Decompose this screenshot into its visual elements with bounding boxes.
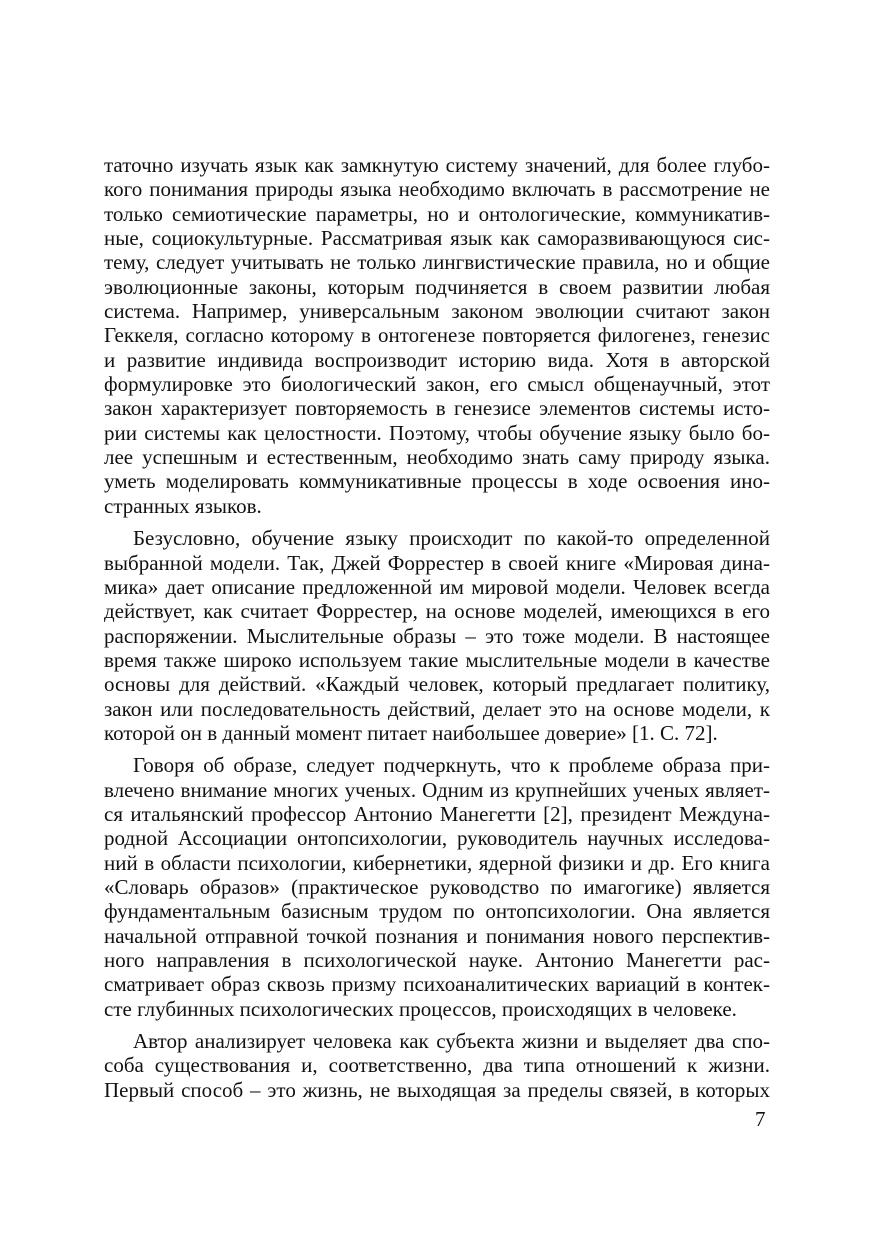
text-line: начальной отправной точкой познания и понимания нового перспектив- (104, 923, 770, 948)
text-line: сте глубинных психологических процессов, происходящих в человеке. (104, 996, 737, 1021)
text-line: распоряжении. Мыслительные образы – это тоже модели. В настоящее (104, 623, 770, 648)
text-line: ные, социокультурные. Рассматривая язык как саморазвивающуюся сис- (104, 226, 770, 251)
text-line: родной Ассоциации онтопсихологии, руководитель научных исследова- (104, 826, 770, 851)
text-line: влечено внимание многих ученых. Одним из крупнейших ученых являет- (104, 777, 770, 802)
text-line: сматривает образ сквозь призму психоаналитических вариаций в контек- (104, 972, 770, 997)
text-line: кого понимания природы языка необходимо включать в рассмотрение не (104, 177, 770, 202)
paragraph (104, 526, 770, 745)
text-line: фундаментальным базисным трудом по онтопсихологии. Она является (104, 899, 770, 924)
page-number: 7 (755, 1107, 766, 1131)
paragraph (104, 1029, 770, 1102)
text-line: ного направления в психологической науке. Антонио Манегетти рас- (104, 948, 770, 972)
text-line: соба существования и, соответственно, два типа отношений к жизни. (104, 1053, 770, 1078)
text-line: закон или последовательность действий, делает это на основе модели, к (104, 696, 770, 721)
paragraph-gap (104, 1021, 770, 1029)
text-line: таточно изучать язык как замкнутую систему значений, для более глубо- (104, 153, 770, 177)
text-line: выбранной модели. Так, Джей Форрестер в своей книге «Мировая дина- (104, 550, 770, 575)
text-line: странных языков. (104, 493, 262, 518)
paragraph (104, 153, 770, 518)
text-line: «Словарь образов» (практическое руководство по имагогике) является (104, 874, 770, 899)
text-line: Безусловно, обучение языку происходит по какой-то определенной (133, 526, 770, 551)
text-line: время также широко используем такие мыслительные модели в качестве (104, 647, 770, 672)
text-line: тему, следует учитывать не только лингвистические правила, но и общие (104, 250, 770, 275)
text-line: закон характеризует повторяемость в генезисе элементов системы исто- (104, 396, 770, 421)
text-line: основы для действий. «Каждый человек, который предлагает политику, (104, 672, 770, 697)
text-line: уметь моделировать коммуникативные процессы в ходе освоения ино- (104, 469, 770, 494)
text-line: формулировке это биологический закон, его смысл общенаучный, этот (104, 372, 770, 397)
text-line: мика» дает описание предложенной им мировой модели. Человек всегда (104, 574, 770, 599)
text-line: Геккеля, согласно которому в онтогенезе повторяется филогенез, генезис (104, 323, 770, 348)
body-text (104, 153, 770, 1102)
text-line: которой он в данный момент питает наибольшее доверие» [1. С. 72]. (104, 720, 718, 745)
text-line: эволюционные законы, которым подчиняется в своем развитии любая (104, 274, 770, 299)
text-line: Первый способ – это жизнь, не выходящая за пределы связей, в которых (104, 1077, 770, 1102)
text-line: система. Например, универсальным законом эволюции считают закон (104, 299, 770, 324)
text-line: лее успешным и естественным, необходимо знать саму природу языка. (104, 445, 770, 470)
text-line: Говоря об образе, следует подчеркнуть, что к проблеме образа при- (133, 753, 770, 778)
text-line: Автор анализирует человека как субъекта жизни и выделяет два спо- (133, 1029, 770, 1054)
paragraph-gap (104, 745, 770, 753)
text-line: ний в области психологии, кибернетики, ядерной физики и др. Его книга (104, 850, 770, 875)
text-line: действует, как считает Форрестер, на основе моделей, имеющихся в его (104, 599, 770, 624)
paragraph-gap (104, 518, 770, 526)
text-line: и развитие индивида воспроизводит историю вида. Хотя в авторской (104, 347, 770, 372)
text-line: рии системы как целостности. Поэтому, чтобы обучение языку было бо- (104, 420, 770, 445)
text-line: ся итальянский профессор Антонио Манегетти [2], президент Междуна- (104, 801, 770, 826)
text-line: только семиотические параметры, но и онтологические, коммуникатив- (104, 201, 770, 226)
paragraph (104, 753, 770, 1021)
